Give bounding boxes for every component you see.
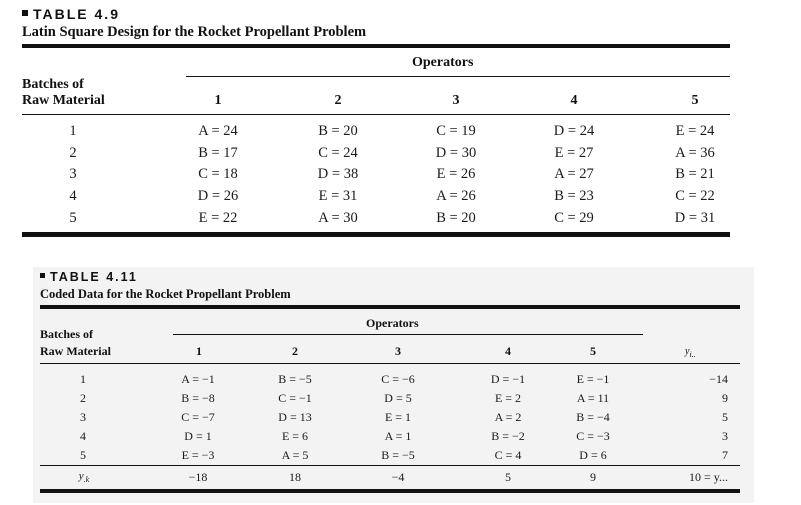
batch-label: 4 [69, 188, 77, 204]
batch-label: 2 [69, 145, 77, 161]
table-cell: A = 30 [318, 210, 358, 226]
row-header-line2: Raw Material [40, 344, 111, 358]
row-total: 5 [722, 410, 728, 424]
table-cell: D = 30 [435, 145, 477, 161]
column-header-4: 4 [505, 344, 511, 358]
table-cell: D = −1 [490, 372, 526, 386]
table-cell: A = 27 [554, 166, 594, 182]
table-cell: E = 6 [281, 429, 309, 443]
table-cell: C = −1 [278, 391, 312, 405]
table-4-11-title: Coded Data for the Rocket Propellant Problem [40, 287, 291, 301]
operators-underline [173, 334, 643, 335]
row-total: 7 [722, 448, 728, 462]
table-cell: B = 20 [436, 210, 476, 226]
table-cell: A = 1 [384, 429, 412, 443]
column-header-1: 1 [196, 344, 202, 358]
table-cell: B = 23 [554, 188, 594, 204]
column-header-3: 3 [395, 344, 401, 358]
column-total: −18 [188, 470, 208, 484]
bullet-square-icon [22, 10, 28, 16]
operators-underline [186, 76, 730, 77]
bottom-thick-rule [40, 489, 740, 493]
table-cell: C = 4 [494, 448, 522, 462]
table-cell: E = −3 [181, 448, 215, 462]
top-thick-rule [40, 305, 740, 309]
table-cell: E = −1 [576, 372, 610, 386]
table-cell: D = 26 [197, 188, 239, 204]
batch-label: 2 [80, 391, 86, 405]
table-cell: B = −4 [576, 410, 610, 424]
table-cell: B = −2 [491, 429, 525, 443]
table-cell: D = 38 [317, 166, 359, 182]
table-cell: B = 17 [198, 145, 238, 161]
table-cell: B = −5 [278, 372, 312, 386]
table-cell: C = 24 [318, 145, 358, 161]
table-cell: D = 1 [184, 429, 212, 443]
column-total: 9 [590, 470, 596, 484]
table-cell: E = 27 [554, 145, 594, 161]
header-bottom-rule [40, 363, 740, 364]
column-header-3: 3 [452, 93, 460, 108]
table-cell: E = 2 [494, 391, 522, 405]
row-header-line1: Batches of [22, 77, 84, 92]
top-thick-rule [22, 44, 730, 48]
operators-header: Operators [412, 55, 474, 70]
table-cell: C = 19 [436, 123, 476, 139]
column-header-2: 2 [334, 93, 342, 108]
table-cell: E = 24 [675, 123, 715, 139]
column-header-2: 2 [292, 344, 298, 358]
table-cell: A = −1 [181, 372, 215, 386]
column-total: −4 [391, 470, 405, 484]
column-total: 5 [505, 470, 511, 484]
table-cell: D = 6 [579, 448, 607, 462]
batch-label: 1 [69, 123, 77, 139]
table-cell: E = 31 [318, 188, 358, 204]
table-cell: E = 26 [436, 166, 476, 182]
table-4-11-panel [33, 267, 754, 503]
grand-total: 10 = y... [689, 470, 728, 484]
row-total: −14 [709, 372, 728, 386]
table-cell: B = −5 [381, 448, 415, 462]
table-4-9-label [22, 6, 120, 22]
table-cell: A = 2 [494, 410, 522, 424]
column-header-row-total: $y_{i..}$ [685, 346, 696, 359]
table-cell: D = 13 [278, 410, 312, 424]
table-cell: E = 22 [198, 210, 238, 226]
table-label-text: TABLE 4.11 [50, 270, 138, 284]
header-bottom-rule [22, 114, 730, 115]
table-cell: A = 24 [198, 123, 238, 139]
table-cell: C = 29 [554, 210, 594, 226]
column-total-label: $y_{.k}$ [78, 470, 90, 485]
table-cell: C = 18 [198, 166, 238, 182]
batch-label: 3 [80, 410, 86, 424]
bottom-thick-rule [22, 232, 730, 237]
table-cell: B = 21 [675, 166, 715, 182]
table-cell: C = −3 [576, 429, 610, 443]
table-cell: A = 26 [436, 188, 476, 204]
bullet-square-icon [40, 273, 45, 278]
batch-label: 1 [80, 372, 86, 386]
table-cell: A = 36 [675, 145, 715, 161]
operators-header: Operators [366, 316, 419, 330]
batch-label: 4 [80, 429, 86, 443]
table-cell: D = 31 [674, 210, 716, 226]
row-total: 9 [722, 391, 728, 405]
column-header-5: 5 [691, 93, 699, 108]
column-header-5: 5 [590, 344, 596, 358]
column-header-1: 1 [214, 93, 222, 108]
table-cell: C = 22 [675, 188, 715, 204]
batch-label: 3 [69, 166, 77, 182]
table-4-11-label [40, 270, 138, 284]
column-header-4: 4 [570, 93, 578, 108]
row-total: 3 [722, 429, 728, 443]
column-total: 18 [289, 470, 301, 484]
table-label-text: TABLE 4.9 [33, 6, 120, 22]
table-cell: D = 24 [553, 123, 595, 139]
table-4-9-title: Latin Square Design for the Rocket Propellant Problem [22, 24, 367, 40]
table-cell: C = −6 [381, 372, 415, 386]
table-cell: A = 11 [576, 391, 610, 405]
table-cell: B = 20 [318, 123, 358, 139]
row-header-line2: Raw Material [22, 93, 105, 108]
table-cell: C = −7 [181, 410, 215, 424]
batch-label: 5 [69, 210, 77, 226]
table-cell: A = 5 [281, 448, 309, 462]
row-header-line1: Batches of [40, 327, 93, 341]
table-cell: B = −8 [181, 391, 215, 405]
table-cell: E = 1 [384, 410, 412, 424]
totals-top-rule [40, 465, 740, 466]
table-cell: D = 5 [384, 391, 412, 405]
batch-label: 5 [80, 448, 86, 462]
